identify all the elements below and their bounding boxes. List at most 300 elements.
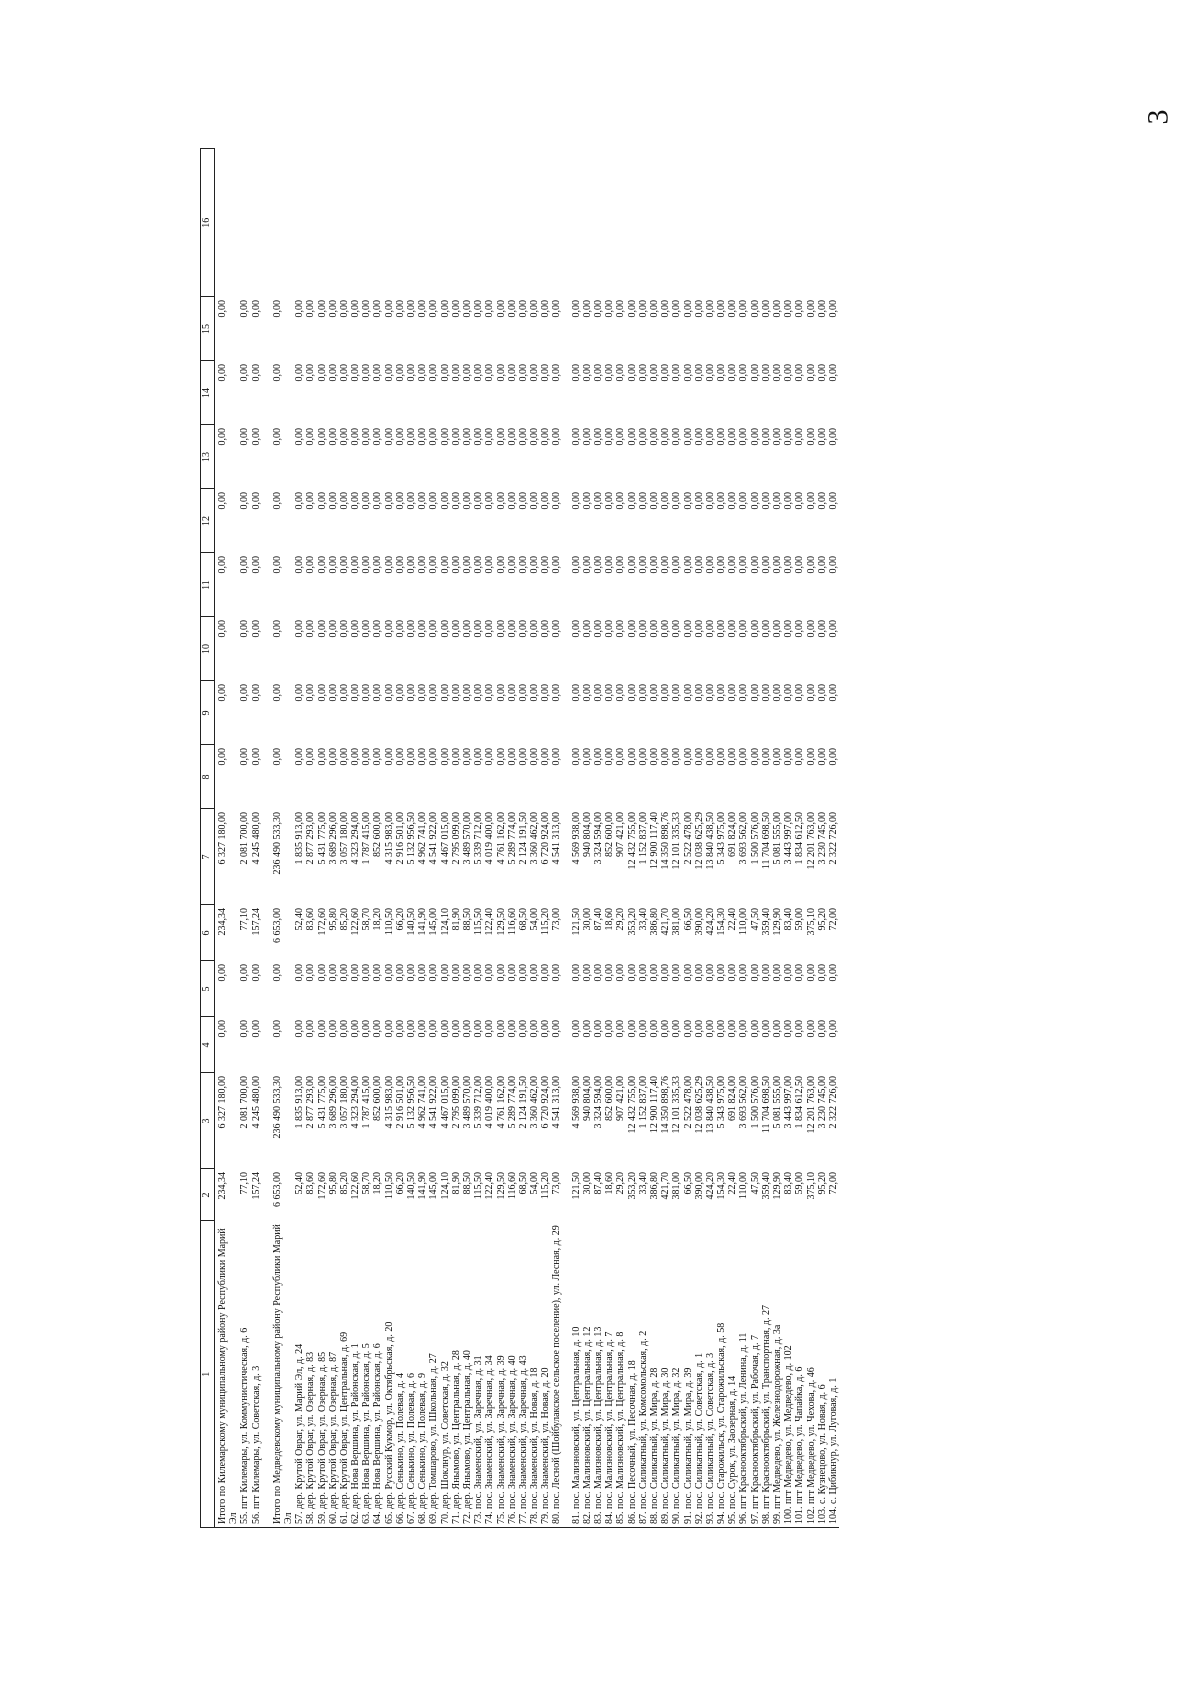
value-cell-c4: 3 230 745,00 — [816, 1076, 828, 1129]
value-cell-c6: 0,00 — [727, 964, 739, 982]
value-cell-c6: 0,00 — [439, 964, 451, 982]
address-cell: 68. дер. Сенькино, ул. Полевая, д. 9 — [417, 1221, 428, 1528]
zero-cell: 0,00 — [406, 364, 417, 382]
value-cell-c6: 0,00 — [529, 964, 541, 982]
rotated-table-sheet — [200, 148, 1000, 1528]
value-cell-c6: 0,00 — [316, 964, 328, 982]
value-cell-c8: 1 500 576,00 — [749, 812, 761, 865]
zero-cell: 0,00 — [338, 684, 350, 702]
address-cell: 77. пос. Знаменский, ул. Заречная, д. 43 — [518, 1221, 529, 1528]
value-cell-c7: 18,60 — [604, 908, 616, 931]
zero-cell: 0,00 — [827, 748, 839, 766]
address-cell: 75. пос. Знаменский, ул. Заречная, д. 39 — [496, 1221, 507, 1528]
zero-cell: 0,00 — [626, 748, 638, 766]
program-table — [200, 148, 839, 1528]
zero-cell: 0,00 — [827, 364, 839, 382]
zero-cell: 0,00 — [593, 428, 604, 446]
zero-cell: 0,00 — [760, 364, 772, 382]
zero-cell: 0,00 — [551, 748, 563, 766]
zero-cell: 0,00 — [473, 428, 485, 446]
table-row — [417, 149, 428, 1528]
zero-cell: 0,00 — [760, 556, 772, 574]
value-cell-c4: 3 057 180,00 — [338, 1076, 350, 1129]
zero-cell: 0,00 — [305, 364, 317, 382]
zero-cell: 0,00 — [783, 300, 795, 318]
value-cell-c3: 234,34 — [217, 1172, 228, 1200]
value-cell-c8: 4 962 741,00 — [417, 812, 429, 865]
value-cell-c7: 386,80 — [648, 908, 660, 936]
value-cell-c7: 83,40 — [783, 908, 795, 931]
value-cell-c4: 12 038 625,29 — [693, 1076, 705, 1134]
table-row — [529, 149, 540, 1528]
value-cell-c4: 2 081 700,00 — [239, 1076, 251, 1129]
value-cell-c5: 0,00 — [693, 1020, 705, 1038]
zero-cell: 0,00 — [626, 300, 638, 318]
zero-cell: 0,00 — [406, 684, 417, 702]
value-cell-c4: 1 834 612,50 — [794, 1076, 806, 1129]
value-cell-c3: 95,20 — [816, 1172, 828, 1195]
address-cell: 81. пос. Мализновский, ул. Центральная, д. 10 — [571, 1221, 582, 1528]
value-cell-c3: 172,60 — [316, 1172, 328, 1200]
zero-cell: 0,00 — [772, 684, 783, 702]
zero-cell: 0,00 — [604, 364, 616, 382]
zero-cell: 0,00 — [529, 492, 541, 510]
value-cell-c7: 145,00 — [428, 908, 440, 936]
address-cell: 57. дер. Крутой Овраг, ул. Марий Эл, д. 24 — [294, 1221, 305, 1528]
value-cell-c8: 6 720 924,00 — [540, 812, 552, 865]
value-cell-c5: 0,00 — [704, 1020, 716, 1038]
zero-cell: 0,00 — [394, 492, 406, 510]
value-cell-c7: 121,50 — [570, 908, 582, 936]
value-cell-c5: 0,00 — [217, 1020, 228, 1038]
value-cell-c4: 6 720 924,00 — [540, 1076, 552, 1129]
zero-cell: 0,00 — [350, 748, 362, 766]
address-cell: 99. пгт Медведево, ул. Железнодорожная, д. 3а — [772, 1221, 783, 1528]
value-cell-c5: 0,00 — [604, 1020, 616, 1038]
zero-cell: 0,00 — [760, 492, 772, 510]
zero-cell: 0,00 — [648, 300, 660, 318]
value-cell-c6: 0,00 — [350, 964, 362, 982]
address-cell: 82. пос. Мализновский, ул. Центральная, д. 12 — [582, 1221, 593, 1528]
zero-cell: 0,00 — [372, 428, 384, 446]
value-cell-c3: 6 653,00 — [271, 1172, 283, 1207]
value-cell-c8: 2 877 293,00 — [305, 812, 317, 865]
zero-cell: 0,00 — [805, 428, 817, 446]
address-cell: 83. пос. Мализновский, ул. Центральная, д. 13 — [593, 1221, 604, 1528]
value-cell-c8: 940 804,00 — [581, 812, 593, 857]
value-cell-c5: 0,00 — [682, 1020, 694, 1038]
zero-cell: 0,00 — [271, 492, 283, 510]
zero-cell: 0,00 — [271, 620, 283, 638]
zero-cell: 0,00 — [816, 620, 828, 638]
zero-cell: 0,00 — [506, 748, 518, 766]
zero-cell: 0,00 — [749, 492, 761, 510]
value-cell-c4: 2 877 293,00 — [305, 1076, 317, 1129]
value-cell-c6: 0,00 — [305, 964, 317, 982]
value-cell-c7: 390,00 — [693, 908, 705, 936]
zero-cell: 0,00 — [461, 620, 473, 638]
table-row — [395, 149, 406, 1528]
zero-cell: 0,00 — [604, 492, 616, 510]
zero-cell: 0,00 — [794, 428, 806, 446]
value-cell-c3: 87,40 — [593, 1172, 604, 1195]
zero-cell: 0,00 — [794, 492, 806, 510]
value-cell-c5: 0,00 — [327, 1020, 339, 1038]
address-cell: 69. дер. Томшарово, ул. Школьная, д. 27 — [428, 1221, 439, 1528]
zero-cell: 0,00 — [316, 300, 328, 318]
zero-cell: 0,00 — [394, 364, 406, 382]
value-cell-c3: 88,50 — [461, 1172, 473, 1195]
address-cell: Итого по Медведевскому муниципальному району Республики Марий Эл — [270, 1221, 294, 1528]
zero-cell: 0,00 — [350, 364, 362, 382]
zero-cell: 0,00 — [461, 428, 473, 446]
zero-cell: 0,00 — [570, 300, 582, 318]
value-cell-c7: 122,60 — [350, 908, 362, 936]
address-cell: 92. пос. Силикатный, ул. Советская, д. 1 — [694, 1221, 705, 1528]
zero-cell: 0,00 — [693, 492, 705, 510]
value-cell-c6: 0,00 — [394, 964, 406, 982]
zero-cell: 0,00 — [682, 620, 694, 638]
address-cell: 97. пгт Краснооктябрьский, ул. Рабочая, д. 7 — [750, 1221, 761, 1528]
zero-cell: 0,00 — [682, 428, 694, 446]
value-cell-c4: 3 324 594,00 — [593, 1076, 604, 1129]
zero-cell: 0,00 — [239, 428, 251, 446]
value-cell-c4: 12 201 763,00 — [805, 1076, 817, 1134]
zero-cell: 0,00 — [250, 364, 262, 382]
zero-cell: 0,00 — [660, 620, 672, 638]
table-row — [683, 149, 694, 1528]
zero-cell: 0,00 — [495, 748, 507, 766]
zero-cell: 0,00 — [671, 364, 683, 382]
value-cell-c7: 59,00 — [794, 908, 806, 931]
address-cell: 91. пос. Силикатный, ул. Мира, д. 39 — [683, 1221, 694, 1528]
value-cell-c8: 12 101 335,33 — [671, 812, 683, 870]
zero-cell: 0,00 — [772, 300, 783, 318]
value-cell-c3: 29,20 — [615, 1172, 627, 1195]
zero-cell: 0,00 — [439, 620, 451, 638]
value-cell-c5: 0,00 — [772, 1020, 783, 1038]
zero-cell: 0,00 — [738, 428, 750, 446]
zero-cell: 0,00 — [660, 492, 672, 510]
zero-cell: 0,00 — [316, 684, 328, 702]
value-cell-c5: 0,00 — [615, 1020, 627, 1038]
value-cell-c3: 18,60 — [604, 1172, 616, 1195]
zero-cell: 0,00 — [827, 300, 839, 318]
zero-cell: 0,00 — [450, 364, 462, 382]
value-cell-c5: 0,00 — [506, 1020, 518, 1038]
zero-cell: 0,00 — [540, 428, 552, 446]
value-cell-c3: 110,00 — [738, 1172, 750, 1200]
address-cell: 63. дер. Нова Вершина, ул. Районская, д. 5 — [361, 1221, 372, 1528]
value-cell-c3: 73,00 — [551, 1172, 563, 1195]
value-cell-c6: 0,00 — [660, 964, 672, 982]
zero-cell: 0,00 — [305, 684, 317, 702]
zero-cell: 0,00 — [250, 748, 262, 766]
column-number-11: 11 — [201, 553, 215, 617]
value-cell-c3: 359,40 — [760, 1172, 772, 1200]
zero-cell: 0,00 — [671, 748, 683, 766]
zero-cell: 0,00 — [551, 364, 563, 382]
zero-cell: 0,00 — [682, 300, 694, 318]
value-cell-c6: 0,00 — [450, 964, 462, 982]
value-cell-c3: 122,40 — [484, 1172, 496, 1200]
zero-cell: 0,00 — [783, 620, 795, 638]
value-cell-c7: 88,50 — [461, 908, 473, 931]
zero-cell: 0,00 — [749, 364, 761, 382]
zero-cell: 0,00 — [428, 684, 440, 702]
table-row — [817, 149, 828, 1528]
zero-cell: 0,00 — [361, 492, 373, 510]
zero-cell: 0,00 — [637, 428, 649, 446]
value-cell-c6: 0,00 — [406, 964, 417, 982]
value-cell-c4: 4 019 400,00 — [484, 1076, 496, 1129]
table-row — [615, 149, 626, 1528]
value-cell-c3: 66,50 — [682, 1172, 694, 1195]
zero-cell: 0,00 — [682, 364, 694, 382]
value-cell-c4: 1 835 913,00 — [294, 1076, 306, 1129]
table-row — [649, 149, 660, 1528]
value-cell-c5: 0,00 — [439, 1020, 451, 1038]
zero-cell: 0,00 — [794, 364, 806, 382]
table-row — [440, 149, 451, 1528]
value-cell-c6: 0,00 — [338, 964, 350, 982]
value-cell-c5: 0,00 — [637, 1020, 649, 1038]
value-cell-c4: 4 761 162,00 — [495, 1076, 507, 1129]
zero-cell: 0,00 — [394, 300, 406, 318]
zero-cell: 0,00 — [805, 684, 817, 702]
value-cell-c4: 236 490 533,30 — [271, 1076, 283, 1139]
zero-cell: 0,00 — [570, 492, 582, 510]
zero-cell: 0,00 — [693, 684, 705, 702]
value-cell-c5: 0,00 — [361, 1020, 373, 1038]
table-row — [328, 149, 339, 1528]
zero-cell: 0,00 — [615, 492, 627, 510]
address-cell: 76. пос. Знаменский, ул. Заречная, д. 40 — [507, 1221, 518, 1528]
zero-cell: 0,00 — [517, 556, 529, 574]
value-cell-c5: 0,00 — [570, 1020, 582, 1038]
value-cell-c4: 4 323 294,00 — [350, 1076, 362, 1129]
address-cell: 90. пос. Силикатный, ул. Мира, д. 32 — [671, 1221, 682, 1528]
value-cell-c4: 5 431 775,00 — [316, 1076, 328, 1129]
zero-cell: 0,00 — [615, 620, 627, 638]
zero-cell: 0,00 — [593, 492, 604, 510]
zero-cell: 0,00 — [529, 684, 541, 702]
zero-cell: 0,00 — [604, 556, 616, 574]
zero-cell: 0,00 — [760, 300, 772, 318]
zero-cell: 0,00 — [484, 492, 496, 510]
table-row — [251, 149, 262, 1528]
zero-cell: 0,00 — [716, 620, 728, 638]
table-row — [750, 149, 761, 1528]
value-cell-c3: 59,00 — [794, 1172, 806, 1195]
address-cell: 62. дер. Нова Вершина, ул. Районская, д. 1 — [350, 1221, 361, 1528]
value-cell-c7: 116,60 — [506, 908, 518, 936]
table-row — [716, 149, 727, 1528]
address-cell: 71. дер. Янымово, ул. Центральная, д. 28 — [451, 1221, 462, 1528]
zero-cell: 0,00 — [772, 556, 783, 574]
zero-cell: 0,00 — [271, 428, 283, 446]
value-cell-c8: 2 081 700,00 — [239, 812, 251, 865]
zero-cell: 0,00 — [428, 364, 440, 382]
zero-cell: 0,00 — [671, 492, 683, 510]
value-cell-c7: 18,20 — [372, 908, 384, 931]
zero-cell: 0,00 — [540, 300, 552, 318]
value-cell-c6: 0,00 — [517, 964, 529, 982]
zero-cell: 0,00 — [704, 492, 716, 510]
zero-cell: 0,00 — [473, 684, 485, 702]
zero-cell: 0,00 — [406, 492, 417, 510]
value-cell-c8: 5 431 775,00 — [316, 812, 328, 865]
zero-cell: 0,00 — [361, 364, 373, 382]
value-cell-c6: 0,00 — [484, 964, 496, 982]
value-cell-c3: 83,40 — [783, 1172, 795, 1195]
value-cell-c4: 2 522 478,00 — [682, 1076, 694, 1129]
value-cell-c4: 12 101 335,33 — [671, 1076, 683, 1134]
value-cell-c4: 5 081 555,00 — [772, 1076, 783, 1129]
value-cell-c3: 121,50 — [570, 1172, 582, 1200]
address-cell: 94. пос. Старожильск, ул. Старожильская, д. 58 — [716, 1221, 727, 1528]
value-cell-c7: 83,60 — [305, 908, 317, 931]
value-cell-c3: 95,80 — [327, 1172, 339, 1195]
value-cell-c4: 2 795 099,00 — [450, 1076, 462, 1129]
value-cell-c3: 386,80 — [648, 1172, 660, 1200]
column-number-4: 4 — [201, 1017, 215, 1073]
zero-cell: 0,00 — [461, 556, 473, 574]
district-total-row — [270, 149, 294, 1528]
zero-cell: 0,00 — [816, 556, 828, 574]
zero-cell: 0,00 — [626, 364, 638, 382]
zero-cell: 0,00 — [461, 300, 473, 318]
zero-cell: 0,00 — [540, 620, 552, 638]
zero-cell: 0,00 — [517, 300, 529, 318]
zero-cell: 0,00 — [648, 748, 660, 766]
zero-cell: 0,00 — [250, 428, 262, 446]
zero-cell: 0,00 — [217, 748, 228, 766]
value-cell-c5: 0,00 — [517, 1020, 529, 1038]
zero-cell: 0,00 — [727, 428, 739, 446]
value-cell-c6: 0,00 — [250, 964, 262, 982]
zero-cell: 0,00 — [484, 556, 496, 574]
zero-cell: 0,00 — [738, 748, 750, 766]
value-cell-c8: 4 315 983,00 — [383, 812, 395, 865]
zero-cell: 0,00 — [394, 748, 406, 766]
zero-cell: 0,00 — [693, 428, 705, 446]
zero-cell: 0,00 — [327, 428, 339, 446]
zero-cell: 0,00 — [738, 556, 750, 574]
value-cell-c8: 4 761 162,00 — [495, 812, 507, 865]
address-cell: 74. пос. Знаменский, ул. Заречная, д. 34 — [484, 1221, 495, 1528]
value-cell-c3: 424,20 — [704, 1172, 716, 1200]
zero-cell: 0,00 — [827, 684, 839, 702]
zero-cell: 0,00 — [417, 492, 429, 510]
column-number-2: 2 — [201, 1169, 215, 1221]
zero-cell: 0,00 — [217, 620, 228, 638]
zero-cell: 0,00 — [551, 300, 563, 318]
value-cell-c4: 5 343 975,00 — [716, 1076, 728, 1129]
value-cell-c8: 3 443 997,00 — [783, 812, 795, 865]
table-row — [294, 149, 305, 1528]
table-row — [473, 149, 484, 1528]
zero-cell: 0,00 — [749, 748, 761, 766]
value-cell-c3: 115,20 — [540, 1172, 552, 1200]
value-cell-c7: 110,50 — [383, 908, 395, 936]
value-cell-c6: 0,00 — [417, 964, 429, 982]
value-cell-c4: 691 824,00 — [727, 1076, 739, 1121]
zero-cell: 0,00 — [529, 620, 541, 638]
zero-cell: 0,00 — [816, 428, 828, 446]
zero-cell: 0,00 — [738, 492, 750, 510]
value-cell-c5: 0,00 — [827, 1020, 839, 1038]
zero-cell: 0,00 — [450, 428, 462, 446]
zero-cell: 0,00 — [271, 748, 283, 766]
zero-cell: 0,00 — [316, 364, 328, 382]
value-cell-c4: 14 350 898,76 — [660, 1076, 672, 1134]
zero-cell: 0,00 — [383, 556, 395, 574]
zero-cell: 0,00 — [473, 556, 485, 574]
value-cell-c7: 172,60 — [316, 908, 328, 936]
value-cell-c3: 83,60 — [305, 1172, 317, 1195]
zero-cell: 0,00 — [495, 492, 507, 510]
zero-cell: 0,00 — [604, 300, 616, 318]
value-cell-c8: 14 350 898,76 — [660, 812, 672, 870]
value-cell-c5: 0,00 — [394, 1020, 406, 1038]
zero-cell: 0,00 — [484, 748, 496, 766]
zero-cell: 0,00 — [805, 492, 817, 510]
zero-cell: 0,00 — [473, 620, 485, 638]
address-cell: 65. дер. Русский Кукмор, ул. Октябрьская, д. 20 — [384, 1221, 395, 1528]
zero-cell: 0,00 — [473, 748, 485, 766]
zero-cell: 0,00 — [615, 300, 627, 318]
table-row — [361, 149, 372, 1528]
zero-cell: 0,00 — [593, 620, 604, 638]
value-cell-c8: 3 230 745,00 — [816, 812, 828, 865]
zero-cell: 0,00 — [271, 684, 283, 702]
zero-cell: 0,00 — [517, 748, 529, 766]
zero-cell: 0,00 — [461, 364, 473, 382]
value-cell-c6: 0,00 — [461, 964, 473, 982]
zero-cell: 0,00 — [517, 428, 529, 446]
zero-cell: 0,00 — [604, 620, 616, 638]
zero-cell: 0,00 — [239, 748, 251, 766]
zero-cell: 0,00 — [461, 492, 473, 510]
value-cell-c3: 22,40 — [727, 1172, 739, 1195]
value-cell-c5: 0,00 — [805, 1020, 817, 1038]
value-cell-c3: 390,00 — [693, 1172, 705, 1200]
address-cell: 72. дер. Янымово, ул. Центральная, д. 40 — [462, 1221, 473, 1528]
value-cell-c6: 0,00 — [570, 964, 582, 982]
zero-cell: 0,00 — [406, 428, 417, 446]
zero-cell: 0,00 — [805, 364, 817, 382]
zero-cell: 0,00 — [637, 556, 649, 574]
zero-cell: 0,00 — [327, 684, 339, 702]
value-cell-c6: 0,00 — [637, 964, 649, 982]
zero-cell: 0,00 — [406, 300, 417, 318]
address-cell: 56. пгт Килемары, ул. Советская, д. 3 — [251, 1221, 262, 1528]
zero-cell: 0,00 — [250, 556, 262, 574]
zero-cell: 0,00 — [551, 428, 563, 446]
zero-cell: 0,00 — [316, 428, 328, 446]
zero-cell: 0,00 — [760, 684, 772, 702]
zero-cell: 0,00 — [428, 492, 440, 510]
zero-cell: 0,00 — [693, 300, 705, 318]
zero-cell: 0,00 — [693, 556, 705, 574]
zero-cell: 0,00 — [305, 428, 317, 446]
value-cell-c8: 1 787 415,00 — [361, 812, 373, 865]
value-cell-c6: 0,00 — [615, 964, 627, 982]
zero-cell: 0,00 — [506, 364, 518, 382]
value-cell-c7: 73,00 — [551, 908, 563, 931]
value-cell-c6: 0,00 — [626, 964, 638, 982]
